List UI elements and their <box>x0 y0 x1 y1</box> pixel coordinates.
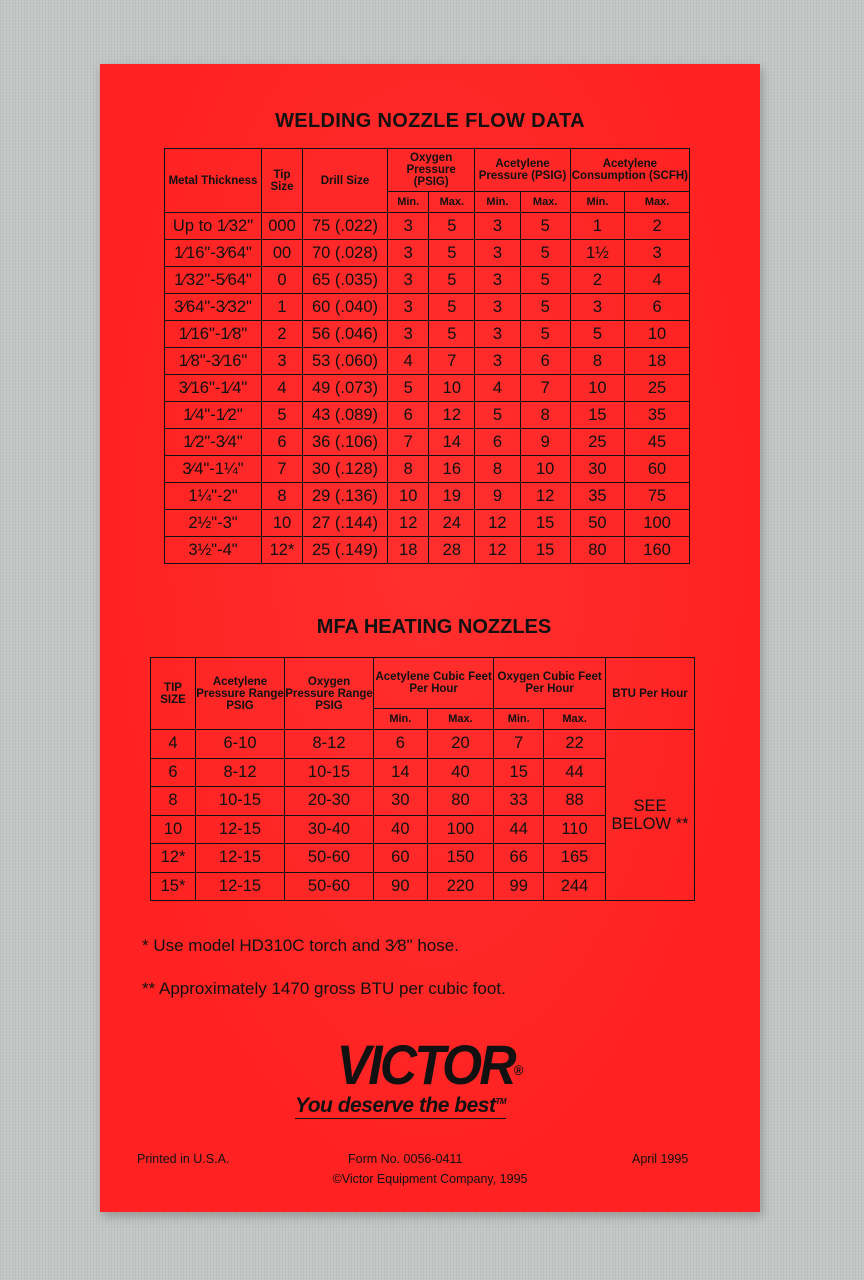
heating-title: MFA HEATING NOZZLES <box>316 616 552 638</box>
table-cell: 3 <box>475 213 520 240</box>
table-cell: 8 <box>520 402 570 429</box>
table-cell: 7 <box>520 375 570 402</box>
table-cell: 14 <box>374 758 428 787</box>
header-btu-per-hour: BTU Per Hour <box>606 658 695 730</box>
table-cell: 150 <box>427 844 494 873</box>
table-cell: 5 <box>429 240 475 267</box>
table-cell: 8 <box>151 787 196 816</box>
table-cell: 53 (.060) <box>303 348 388 375</box>
table-cell: 10-15 <box>196 787 285 816</box>
table-cell: 15* <box>151 872 196 901</box>
table-cell: 3 <box>475 321 520 348</box>
header-acetylene-range: Acetylene Pressure Range PSIG <box>196 658 285 730</box>
table-cell: 88 <box>544 787 606 816</box>
table-cell: 15 <box>520 510 570 537</box>
tagline-text: You deserve the best <box>295 1094 496 1117</box>
header-tip-size: Tip Size <box>262 149 303 213</box>
header-min: Min. <box>494 709 544 730</box>
table-cell: 3 <box>475 348 520 375</box>
table-cell: 75 (.022) <box>303 213 388 240</box>
table-cell: 3 <box>475 267 520 294</box>
table-cell: 12 <box>520 483 570 510</box>
header-max: Max. <box>544 709 606 730</box>
table-cell: 15 <box>570 402 624 429</box>
welding-title: WELDING NOZZLE FLOW DATA <box>275 110 585 132</box>
table-cell: 25 <box>570 429 624 456</box>
header-min: Min. <box>475 192 520 213</box>
table-cell: 220 <box>427 872 494 901</box>
table-row <box>165 213 690 240</box>
table-cell: 50 <box>570 510 624 537</box>
table-row <box>165 348 690 375</box>
tagline <box>295 1094 506 1119</box>
table-cell: 49 (.073) <box>303 375 388 402</box>
table-cell: 2 <box>262 321 303 348</box>
table-cell: 6 <box>388 402 429 429</box>
table-cell: 40 <box>374 815 428 844</box>
table-row <box>151 730 695 759</box>
table-row <box>165 483 690 510</box>
table-cell: 44 <box>544 758 606 787</box>
header-acetylene-cubic-feet: Acetylene Cubic Feet Per Hour <box>374 658 494 709</box>
table-cell: 40 <box>427 758 494 787</box>
table-cell: 12* <box>151 844 196 873</box>
table-cell: 5 <box>429 267 475 294</box>
table-cell: 7 <box>262 456 303 483</box>
table-cell: 7 <box>388 429 429 456</box>
copyright: ©Victor Equipment Company, 1995 <box>332 1172 528 1186</box>
table-cell: 5 <box>429 321 475 348</box>
table-cell: Up to 1⁄32" <box>165 213 262 240</box>
table-cell: 29 (.136) <box>303 483 388 510</box>
table-cell: 2½"-3" <box>165 510 262 537</box>
table-cell: 10 <box>625 321 690 348</box>
table-cell: 165 <box>544 844 606 873</box>
table-cell: 1 <box>570 213 624 240</box>
table-cell: 5 <box>429 294 475 321</box>
form-number: Form No. 0056-0411 <box>348 1152 463 1166</box>
table-cell: 7 <box>429 348 475 375</box>
table-cell: 6 <box>520 348 570 375</box>
table-cell: 1½ <box>570 240 624 267</box>
table-cell: 12 <box>429 402 475 429</box>
table-cell: 30-40 <box>285 815 374 844</box>
table-cell: 1⁄4"-1⁄2" <box>165 402 262 429</box>
reference-card <box>100 64 760 1212</box>
table-cell: 3 <box>388 240 429 267</box>
table-cell: 3½"-4" <box>165 537 262 564</box>
table-cell: 10 <box>570 375 624 402</box>
table-cell: 80 <box>427 787 494 816</box>
table-row <box>165 429 690 456</box>
table-cell: 60 (.040) <box>303 294 388 321</box>
table-cell: 2 <box>570 267 624 294</box>
header-drill-size: Drill Size <box>303 149 388 213</box>
table-cell: 5 <box>520 267 570 294</box>
table-cell: 28 <box>429 537 475 564</box>
table-cell: 1⁄32"-5⁄64" <box>165 267 262 294</box>
table-cell: 8-12 <box>285 730 374 759</box>
table-cell: 19 <box>429 483 475 510</box>
table-cell: 30 <box>570 456 624 483</box>
table-cell: 8-12 <box>196 758 285 787</box>
table-cell: 99 <box>494 872 544 901</box>
table-cell: 43 (.089) <box>303 402 388 429</box>
table-cell: 1⁄16"-1⁄8" <box>165 321 262 348</box>
table-row <box>165 321 690 348</box>
table-cell: 65 (.035) <box>303 267 388 294</box>
table-cell: 56 (.046) <box>303 321 388 348</box>
table-cell: 1¼"-2" <box>165 483 262 510</box>
printed-in: Printed in U.S.A. <box>137 1152 230 1166</box>
heating-nozzle-table <box>150 657 695 901</box>
table-cell: 60 <box>374 844 428 873</box>
table-cell: 10 <box>429 375 475 402</box>
table-cell: 5 <box>570 321 624 348</box>
table-cell: 3⁄4"-1¼" <box>165 456 262 483</box>
table-cell: 5 <box>429 213 475 240</box>
table-cell: 50-60 <box>285 844 374 873</box>
trademark-mark: TM <box>495 1097 507 1106</box>
table-cell: 5 <box>520 294 570 321</box>
table-cell: 22 <box>544 730 606 759</box>
table-cell: 00 <box>262 240 303 267</box>
print-date: April 1995 <box>632 1152 689 1166</box>
table-cell: 000 <box>262 213 303 240</box>
table-row <box>165 537 690 564</box>
table-cell: 50-60 <box>285 872 374 901</box>
table-cell: 25 <box>625 375 690 402</box>
table-cell: 33 <box>494 787 544 816</box>
table-cell: 15 <box>494 758 544 787</box>
table-cell: 4 <box>625 267 690 294</box>
table-cell: 6 <box>262 429 303 456</box>
table-cell: 14 <box>429 429 475 456</box>
table-cell: 70 (.028) <box>303 240 388 267</box>
table-cell: 1⁄16"-3⁄64" <box>165 240 262 267</box>
table-cell: 20 <box>427 730 494 759</box>
table-cell: 5 <box>475 402 520 429</box>
footnote-btu: ** Approximately 1470 gross BTU per cubic foot. <box>142 979 506 998</box>
table-cell: 3⁄16"-1⁄4" <box>165 375 262 402</box>
table-cell: 27 (.144) <box>303 510 388 537</box>
table-cell: 16 <box>429 456 475 483</box>
table-cell: 3⁄64"-3⁄32" <box>165 294 262 321</box>
table-cell: 3 <box>262 348 303 375</box>
table-cell: 8 <box>475 456 520 483</box>
table-cell: 18 <box>625 348 690 375</box>
header-oxygen-cubic-feet: Oxygen Cubic Feet Per Hour <box>494 658 606 709</box>
table-cell: 10-15 <box>285 758 374 787</box>
table-cell: 9 <box>475 483 520 510</box>
table-cell: 110 <box>544 815 606 844</box>
table-cell: 9 <box>520 429 570 456</box>
welding-flow-table <box>164 148 690 564</box>
btu-see-below: SEE BELOW ** <box>606 730 695 901</box>
logo-text: VICTOR <box>336 1033 514 1096</box>
table-cell: 1⁄2"-3⁄4" <box>165 429 262 456</box>
table-cell: 10 <box>388 483 429 510</box>
table-cell: 3 <box>475 294 520 321</box>
table-cell: 75 <box>625 483 690 510</box>
table-cell: 12 <box>475 510 520 537</box>
table-cell: 0 <box>262 267 303 294</box>
table-cell: 12* <box>262 537 303 564</box>
registered-mark: ® <box>513 1062 524 1078</box>
table-cell: 5 <box>262 402 303 429</box>
table-cell: 3 <box>625 240 690 267</box>
table-cell: 15 <box>520 537 570 564</box>
header-max: Max. <box>625 192 690 213</box>
table-cell: 8 <box>388 456 429 483</box>
table-cell: 80 <box>570 537 624 564</box>
table-cell: 160 <box>625 537 690 564</box>
table-cell: 5 <box>388 375 429 402</box>
header-tip-size: TIP SIZE <box>151 658 196 730</box>
table-cell: 35 <box>625 402 690 429</box>
header-metal-thickness: Metal Thickness <box>165 149 262 213</box>
table-cell: 4 <box>388 348 429 375</box>
table-cell: 4 <box>151 730 196 759</box>
header-max: Max. <box>520 192 570 213</box>
table-cell: 7 <box>494 730 544 759</box>
header-min: Min. <box>388 192 429 213</box>
table-row <box>165 375 690 402</box>
table-cell: 12-15 <box>196 815 285 844</box>
table-cell: 3 <box>388 321 429 348</box>
table-row <box>165 456 690 483</box>
table-row <box>165 402 690 429</box>
table-cell: 100 <box>625 510 690 537</box>
header-acetylene-consumption: Acetylene Consumption (SCFH) <box>570 149 689 192</box>
table-cell: 3 <box>475 240 520 267</box>
table-cell: 18 <box>388 537 429 564</box>
table-cell: 36 (.106) <box>303 429 388 456</box>
table-cell: 12 <box>475 537 520 564</box>
table-cell: 1 <box>262 294 303 321</box>
table-cell: 20-30 <box>285 787 374 816</box>
footnote-torch: * Use model HD310C torch and 3⁄8" hose. <box>142 936 459 955</box>
table-cell: 12-15 <box>196 844 285 873</box>
table-row <box>165 294 690 321</box>
table-cell: 4 <box>475 375 520 402</box>
header-acetylene-pressure: Acetylene Pressure (PSIG) <box>475 149 570 192</box>
table-cell: 5 <box>520 321 570 348</box>
table-cell: 100 <box>427 815 494 844</box>
header-max: Max. <box>427 709 494 730</box>
table-cell: 4 <box>262 375 303 402</box>
table-cell: 3 <box>388 294 429 321</box>
table-cell: 1⁄8"-3⁄16" <box>165 348 262 375</box>
table-cell: 12 <box>388 510 429 537</box>
table-cell: 66 <box>494 844 544 873</box>
table-cell: 6 <box>625 294 690 321</box>
table-cell: 90 <box>374 872 428 901</box>
table-cell: 10 <box>151 815 196 844</box>
table-cell: 30 (.128) <box>303 456 388 483</box>
table-cell: 6 <box>374 730 428 759</box>
header-min: Min. <box>374 709 428 730</box>
header-min: Min. <box>570 192 624 213</box>
table-cell: 60 <box>625 456 690 483</box>
table-cell: 30 <box>374 787 428 816</box>
table-row <box>165 240 690 267</box>
table-cell: 6 <box>475 429 520 456</box>
table-cell: 3 <box>388 267 429 294</box>
header-oxygen-pressure: Oxygen Pressure (PSIG) <box>388 149 475 192</box>
table-cell: 244 <box>544 872 606 901</box>
header-max: Max. <box>429 192 475 213</box>
table-cell: 6-10 <box>196 730 285 759</box>
victor-logo <box>126 1032 733 1097</box>
table-cell: 44 <box>494 815 544 844</box>
table-row <box>165 267 690 294</box>
table-cell: 5 <box>520 240 570 267</box>
table-cell: 8 <box>262 483 303 510</box>
table-row <box>165 510 690 537</box>
table-cell: 5 <box>520 213 570 240</box>
table-cell: 35 <box>570 483 624 510</box>
table-cell: 3 <box>388 213 429 240</box>
table-cell: 24 <box>429 510 475 537</box>
table-cell: 3 <box>570 294 624 321</box>
header-oxygen-range: Oxygen Pressure Range PSIG <box>285 658 374 730</box>
table-cell: 8 <box>570 348 624 375</box>
table-cell: 45 <box>625 429 690 456</box>
table-cell: 6 <box>151 758 196 787</box>
table-cell: 25 (.149) <box>303 537 388 564</box>
table-cell: 2 <box>625 213 690 240</box>
table-cell: 10 <box>520 456 570 483</box>
table-cell: 10 <box>262 510 303 537</box>
table-cell: 12-15 <box>196 872 285 901</box>
